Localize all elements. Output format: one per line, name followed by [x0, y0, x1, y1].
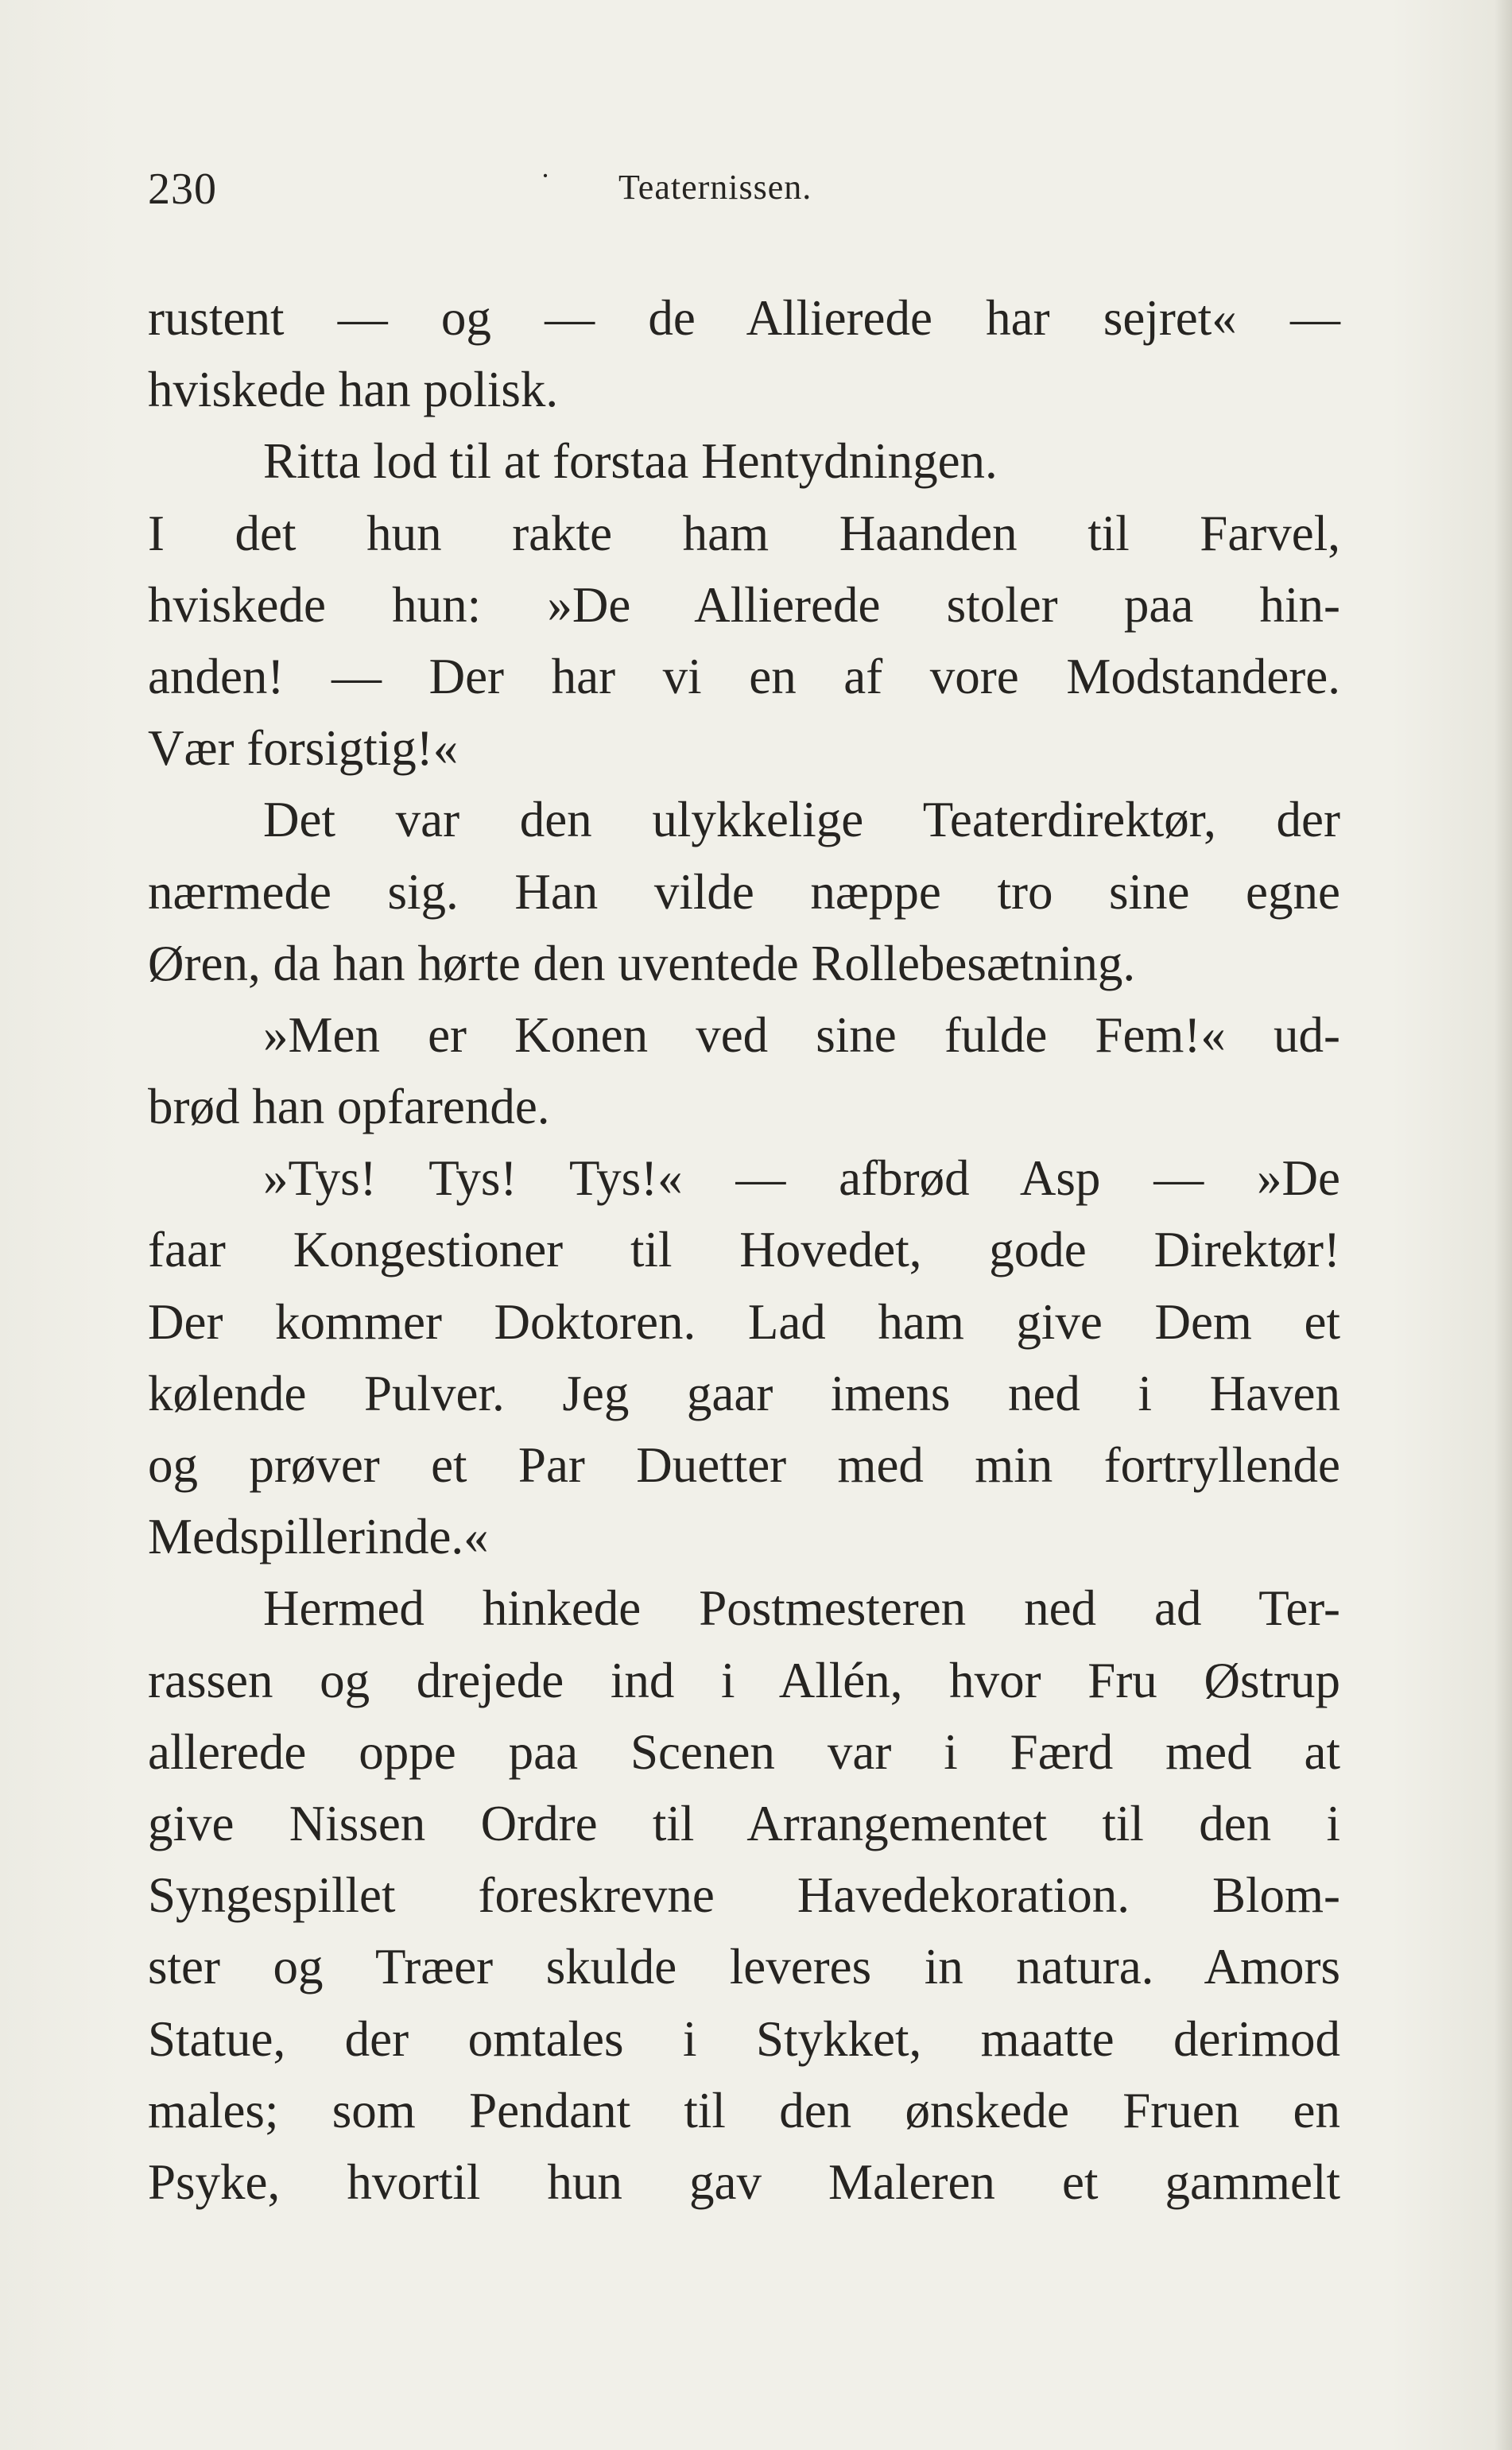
page-edge-shadow	[1495, 0, 1512, 2450]
text-line: Hermed hinkede Postmesteren ned ad Ter-	[263, 1580, 1340, 1637]
text-line: Ritta lod til at forstaa Hentydningen.	[263, 433, 998, 490]
text-line: give Nissen Ordre til Arrangementet til den i	[148, 1795, 1340, 1851]
text-line: »Tys! Tys! Tys!« — afbrød Asp — »De	[263, 1150, 1340, 1207]
text-line: brød han opfarende.	[148, 1079, 550, 1135]
text-line: Øren, da han hørte den uventede Rollebesætning.	[148, 935, 1136, 991]
text-line: ster og Træer skulde leveres in natura. Amors	[148, 1939, 1340, 1995]
text-line: Syngespillet foreskrevne Havedekoration. Blom-	[148, 1867, 1340, 1924]
text-line: hviskede han polisk.	[148, 362, 559, 418]
text-line: rassen og drejede ind i Allén, hvor Fru Østrup	[148, 1652, 1340, 1708]
page-number: 230	[148, 165, 217, 214]
text-line: I det hun rakte ham Haanden til Farvel,	[148, 505, 1340, 561]
text-line: males; som Pendant til den ønskede Fruen en	[148, 2082, 1340, 2138]
header-separator: ·	[541, 160, 550, 192]
text-line: allerede oppe paa Scenen var i Færd med at	[148, 1723, 1340, 1780]
text-line: faar Kongestioner til Hovedet, gode Direktør!	[148, 1222, 1340, 1278]
text-line: hviskede hun: »De Allierede stoler paa hin-	[148, 576, 1340, 633]
text-line: Psyke, hvortil hun gav Maleren et gammelt	[148, 2153, 1340, 2210]
body-text	[148, 282, 1340, 2218]
text-line: anden! — Der har vi en af vore Modstandere.	[148, 648, 1340, 704]
text-line: nærmede sig. Han vilde næppe tro sine egne	[148, 863, 1340, 920]
text-line: Medspillerinde.«	[148, 1509, 489, 1565]
text-line: Vær forsigtig!«	[148, 720, 459, 777]
text-line: kølende Pulver. Jeg gaar imens ned i Haven	[148, 1365, 1340, 1421]
text-line: Der kommer Doktoren. Lad ham give Dem et	[148, 1293, 1340, 1350]
running-title: Teaternissen.	[618, 168, 812, 207]
text-line: »Men er Konen ved sine fulde Fem!« ud-	[263, 1006, 1340, 1063]
running-head	[148, 159, 1340, 223]
text-line: Det var den ulykkelige Teaterdirektør, der	[263, 792, 1340, 848]
text-line: Statue, der omtales i Stykket, maatte derimod	[148, 2010, 1340, 2067]
text-line: og prøver et Par Duetter med min fortryllende	[148, 1437, 1340, 1493]
text-line: rustent — og — de Allierede har sejret« —	[148, 290, 1340, 346]
